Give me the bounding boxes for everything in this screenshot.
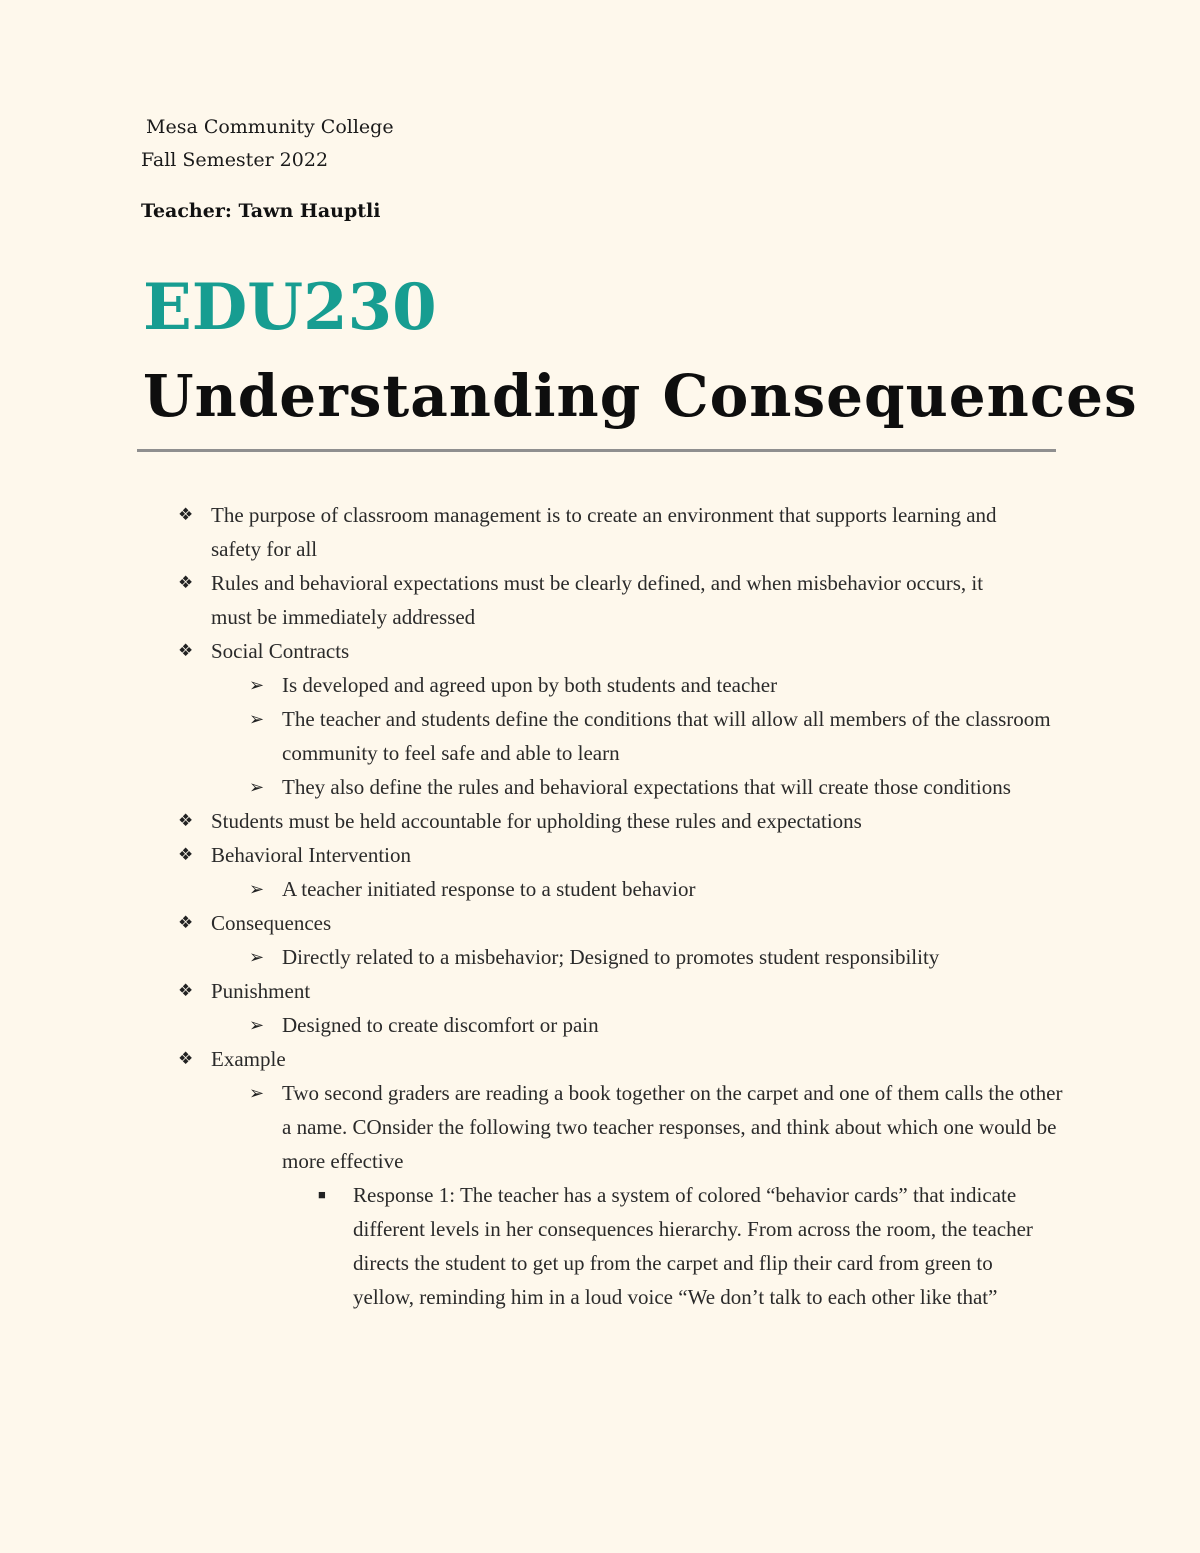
arrowhead-icon: ➢ xyxy=(249,879,265,899)
square-icon: ■ xyxy=(318,1187,326,1202)
teacher-name: Teacher: Tawn Hauptli xyxy=(141,200,381,222)
list-item xyxy=(0,498,1001,566)
list-item-text: A teacher initiated response to a student behavior xyxy=(282,877,696,901)
list-item xyxy=(0,566,1001,634)
arrowhead-icon: ➢ xyxy=(249,709,265,729)
list-item-text: Social Contracts xyxy=(211,639,350,663)
arrowhead-icon: ➢ xyxy=(249,675,265,695)
list-item xyxy=(0,872,1072,906)
list-item-text: Students must be held accountable for upholding these rules and expectations xyxy=(211,809,862,833)
list-item xyxy=(0,1008,1072,1042)
semester-label: Fall Semester 2022 xyxy=(141,149,329,171)
diamond-flower-icon: ❖ xyxy=(178,573,194,592)
list-item xyxy=(0,838,1001,872)
document-title: Understanding Consequences xyxy=(143,362,1138,430)
list-item xyxy=(0,804,1001,838)
list-item xyxy=(0,702,1072,770)
list-item-text: They also define the rules and behavioral expectations that will create those conditions xyxy=(282,775,1011,799)
list-item-text: Two second graders are reading a book together on the carpet and one of them calls the other a name. COnsider the following two teacher responses, and think about which one would be more effective xyxy=(282,1081,1063,1173)
list-item-text: Rules and behavioral expectations must be clearly defined, and when misbehavior occurs, it must be immediately addressed xyxy=(211,571,984,629)
list-item xyxy=(0,1042,1001,1076)
list-item xyxy=(0,1076,1072,1178)
list-item xyxy=(0,770,1072,804)
notes-list xyxy=(0,498,1200,1314)
list-item-text: The purpose of classroom management is to create an environment that supports learning and safety for all xyxy=(211,503,997,561)
list-item-text: Designed to create discomfort or pain xyxy=(282,1013,599,1037)
diamond-flower-icon: ❖ xyxy=(178,845,194,864)
arrowhead-icon: ➢ xyxy=(249,1083,265,1103)
diamond-flower-icon: ❖ xyxy=(178,1049,194,1068)
list-item-text: Response 1: The teacher has a system of colored “behavior cards” that indicate different levels in her consequences hierarchy. From across the room, the teacher directs the student to get up from the carpet and flip their card from green to yellow, reminding him in a loud voice “We don’t talk to each other like that” xyxy=(353,1183,1033,1309)
list-item-text: Is developed and agreed upon by both students and teacher xyxy=(282,673,778,697)
list-item-text: Consequences xyxy=(211,911,332,935)
diamond-flower-icon: ❖ xyxy=(178,981,194,1000)
list-item xyxy=(0,940,1072,974)
institution-name: Mesa Community College xyxy=(146,116,394,138)
arrowhead-icon: ➢ xyxy=(249,777,265,797)
diamond-flower-icon: ❖ xyxy=(178,641,194,660)
list-item-text: Behavioral Intervention xyxy=(211,843,412,867)
course-code: EDU230 xyxy=(143,270,437,345)
list-item xyxy=(0,1178,1053,1314)
arrowhead-icon: ➢ xyxy=(249,1015,265,1035)
list-item-text: Directly related to a misbehavior; Designed to promotes student responsibility xyxy=(282,945,940,969)
diamond-flower-icon: ❖ xyxy=(178,913,194,932)
list-item-text: Example xyxy=(211,1047,286,1071)
list-item-text: The teacher and students define the conditions that will allow all members of the classroom community to feel safe and able to learn xyxy=(282,707,1051,765)
title-divider xyxy=(137,449,1056,452)
list-item xyxy=(0,906,1001,940)
list-item xyxy=(0,668,1072,702)
list-item xyxy=(0,634,1001,668)
list-item-text: Punishment xyxy=(211,979,311,1003)
diamond-flower-icon: ❖ xyxy=(178,505,194,524)
arrowhead-icon: ➢ xyxy=(249,947,265,967)
list-item xyxy=(0,974,1001,1008)
diamond-flower-icon: ❖ xyxy=(178,811,194,830)
